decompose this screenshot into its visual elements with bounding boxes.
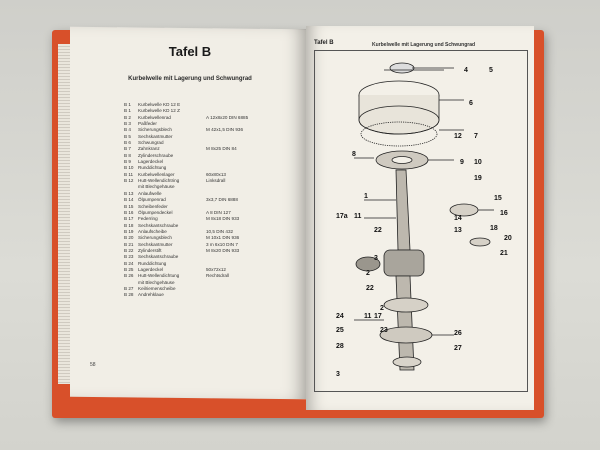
parts-spec-cell: 50x72x12 [206,266,226,272]
crank-claw [393,357,421,367]
callout-number: 17a [336,213,348,220]
parts-no-cell: B 5 [124,133,131,139]
left-page-subtitle: Kurbelwelle mit Lagerung und Schwungrad [128,76,252,82]
parts-no-cell: B 24 [124,260,134,266]
parts-name-cell: Lagerdeckel [138,266,164,272]
callout-number: 26 [454,330,462,337]
callout-number: 15 [494,195,502,202]
left-page-title: Tafel B [168,44,212,59]
parts-no-cell: B 18 [124,222,134,228]
parts-name-cell: Anlaufscheibe [138,228,167,234]
pulley [380,327,432,343]
parts-no-cell: B 3 [124,121,131,127]
nut-part [390,63,414,73]
bearing-hole [392,157,412,164]
callout-number: 9 [460,159,464,166]
callout-number: 8 [352,151,356,158]
lower-bearing [384,298,428,312]
page-number: 58 [90,362,96,368]
parts-no-cell: B 21 [124,241,134,247]
shaft-upper [396,170,410,250]
parts-no-cell: B 6 [124,140,131,146]
callout-number: 4 [464,67,468,74]
parts-name-cell: Zylinderschraube [138,152,174,158]
callout-number: 3 [336,371,340,378]
parts-no-cell: B 17 [124,216,134,222]
parts-no-cell: B 27 [124,285,134,291]
parts-name-cell: Sechskantschraube [138,254,179,260]
shaft-lower [396,276,414,370]
parts-no-cell: B 4 [124,127,131,133]
parts-spec-cell [206,292,286,298]
callout-number: 11 [364,313,372,320]
callout-number: 16 [500,210,508,217]
callout-number: 11 [354,213,362,220]
parts-no-cell: B 10 [124,165,134,171]
parts-spec-cell: 3 m 6x10 DIN 7 [206,241,238,247]
parts-no-cell: B 19 [124,228,134,234]
oil-pump-cover [470,238,490,246]
flywheel-body [359,95,439,134]
parts-no-cell: B 1 [124,108,131,114]
crank-web [384,250,424,276]
parts-name-cell: Ölpumpendeckel [138,209,173,215]
parts-name-cell: Kurbelwellenrad [138,114,171,120]
parts-name-cell: Sicherungsblech [138,127,172,133]
callout-number: 2 [366,270,370,277]
parts-name-cell: Scheibenfeder [138,203,168,209]
callout-number: 21 [500,250,508,257]
parts-name-cell: Kurbelwelle KD 12 Z [138,108,180,114]
parts-name-cell: Paßfeder [138,121,157,127]
right-page-title: Tafel B [314,40,334,46]
parts-spec-cell: 10,5 DIN 432 [206,228,234,234]
callout-number: 27 [454,345,462,352]
parts-no-cell: B 16 [124,209,134,215]
parts-no-cell: B 12 [124,178,134,184]
parts-no-cell: B 2 [124,114,131,120]
parts-name-cell: Keilriemenscheibe [138,285,176,291]
callout-number: 14 [454,215,462,222]
parts-no-cell: B 15 [124,203,134,209]
parts-no-cell: B 13 [124,190,134,196]
parts-name-cell: Sicherungsblech [138,235,172,241]
callout-number: 1 [364,193,368,200]
parts-list [124,102,294,299]
callout-number: 19 [474,175,482,182]
parts-name-cell: Zylinderstift [138,247,162,253]
callout-number: 22 [374,227,382,234]
callout-number: 25 [336,327,344,334]
parts-name-cell: Schwungrad [138,140,164,146]
callout-number: 20 [504,235,512,242]
parts-spec-cell: A 8 DIN 127 [206,209,231,215]
parts-spec-cell: M 42x1,5 DIN 936 [206,127,244,133]
callout-number: 2 [380,305,384,312]
parts-name-cell: Anlaufwelle [138,190,162,196]
parts-no-cell: B 11 [124,171,134,177]
callout-number: 23 [380,327,388,334]
callout-number: 12 [454,133,462,140]
parts-no-cell: B 1 [124,102,131,107]
parts-name-cell: Hutt-Wellendichtung [138,273,180,279]
parts-spec-cell: M 8x18 DIN 933 [206,216,240,222]
parts-spec-cell: M 10x1 DIN 936 [206,235,240,241]
parts-name-cell: Andrehklaue [138,292,164,298]
parts-spec-cell: Linksdrall [206,178,226,184]
parts-spec-cell: 60x80x13 [206,171,226,177]
callout-number: 7 [474,133,478,140]
parts-name-cell: Kurbelwelle KD 12 E [138,102,181,107]
parts-name-cell: Sechskantmutter [138,133,173,139]
parts-spec-cell: A 12x8x20 DIN 6885 [206,114,249,120]
parts-no-cell: B 7 [124,146,131,152]
parts-spec-cell: M 8x20 DIN 933 [206,247,240,253]
parts-name-cell: Ölpumpenrad [138,197,166,203]
parts-name-cell: Hutt-Wellendichtring [138,178,180,184]
callout-number: 6 [469,100,473,107]
parts-name-cell: Sechskantmutter [138,241,173,247]
callout-number: 5 [489,67,493,74]
parts-name-cell: mit Blechgehäuse [138,184,175,190]
parts-no-cell: B 22 [124,247,134,253]
parts-no-cell: B 23 [124,254,134,260]
parts-name-cell: Sechskantschraube [138,222,179,228]
callout-number: 13 [454,227,462,234]
parts-no-cell: B 9 [124,159,131,165]
parts-no-cell: B 20 [124,235,134,241]
parts-spec-cell: Rechtsdrall [206,273,229,279]
parts-no-cell: B 8 [124,152,131,158]
parts-name-cell: Lagerdeckel [138,159,164,165]
parts-spec-cell: M 8x25 DIN 84 [206,146,237,152]
callout-number: 24 [336,313,344,320]
callout-number: 28 [336,343,344,350]
parts-list-row [124,292,294,298]
callout-number: 17 [374,313,382,320]
parts-no-cell: B 25 [124,266,134,272]
exploded-crankshaft-drawing [314,50,526,390]
parts-name-cell: Federring [138,216,158,222]
parts-name-cell: Kurbelwellenlager [138,171,175,177]
parts-spec-cell: 3x3,7 DIN 6888 [206,197,238,203]
parts-name-cell: Zahnkranz [138,146,160,152]
parts-name-cell: Runddichtung [138,165,167,171]
callout-number: 22 [366,285,374,292]
callout-number: 18 [490,225,498,232]
parts-name-cell: Runddichtung [138,260,167,266]
parts-no-cell: B 28 [124,292,134,298]
parts-name-cell: mit Blechgehäuse [138,279,175,285]
callout-number: 10 [474,159,482,166]
callout-number: 3 [374,255,378,262]
parts-no-cell: B 14 [124,197,134,203]
right-page-subtitle: Kurbelwelle mit Lagerung und Schwungrad [372,42,476,48]
parts-no-cell: B 26 [124,273,134,279]
